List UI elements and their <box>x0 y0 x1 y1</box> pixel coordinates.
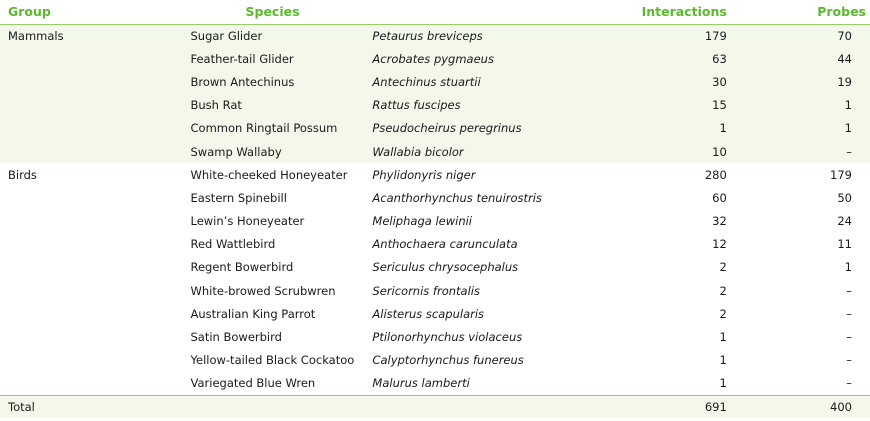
row-common-name: Sugar Glider <box>187 24 373 47</box>
row-probes: 1 <box>844 260 852 275</box>
table-row <box>0 210 870 233</box>
header-interactions: Interactions <box>641 4 727 20</box>
row-group <box>0 210 187 233</box>
row-group <box>0 186 187 209</box>
row-group <box>0 325 187 348</box>
row-common-name: Eastern Spinebill <box>190 190 287 205</box>
row-common-name: Yellow-tailed Black Cockatoo <box>190 353 355 368</box>
row-interactions: 280 <box>704 167 727 182</box>
row-common-name: Swamp Wallaby <box>187 140 373 163</box>
row-common-name: Regent Bowerbird <box>190 260 294 275</box>
row-common-name: Red Wattlebird <box>190 237 276 252</box>
row-scientific-name: Antechinus stuartii <box>372 70 558 93</box>
total-probes: 400 <box>771 395 870 418</box>
row-probes: 44 <box>771 47 870 70</box>
header-row <box>0 0 870 24</box>
total-empty-common <box>187 395 373 418</box>
row-interactions: 2 <box>719 283 727 298</box>
total-interactions: 691 <box>558 395 770 418</box>
table-row <box>0 349 870 372</box>
table-row <box>0 47 870 70</box>
table-row <box>0 233 870 256</box>
row-probes: – <box>846 330 852 345</box>
row-scientific-name: Rattus fuscipes <box>372 94 558 117</box>
row-scientific-name: Anthochaera carunculata <box>372 237 518 252</box>
row-common-name: Feather-tail Glider <box>187 47 373 70</box>
row-probes: – <box>846 306 852 321</box>
table-body <box>0 24 870 395</box>
row-common-name: White-browed Scrubwren <box>190 283 336 298</box>
total-empty-scientific <box>372 395 558 418</box>
row-common-name: Lewin’s Honeyeater <box>190 214 305 229</box>
row-interactions: 1 <box>719 353 727 368</box>
row-interactions: 12 <box>712 237 727 252</box>
row-probes: 11 <box>837 237 852 252</box>
row-group <box>0 140 187 163</box>
row-interactions: 1 <box>719 376 727 391</box>
row-scientific-name: Sericulus chrysocephalus <box>372 260 519 275</box>
row-scientific-name: Calyptorhynchus funereus <box>372 353 524 368</box>
table-row <box>0 372 870 395</box>
table-row <box>0 70 870 93</box>
table-row <box>0 163 870 186</box>
row-scientific-name: Pseudocheirus peregrinus <box>372 117 558 140</box>
row-interactions: 10 <box>558 140 770 163</box>
row-probes: – <box>846 283 852 298</box>
row-scientific-name: Acanthorhynchus tenuirostris <box>372 190 542 205</box>
row-interactions: 32 <box>712 214 727 229</box>
row-probes: – <box>771 140 870 163</box>
row-group <box>0 47 187 70</box>
row-scientific-name: Sericornis frontalis <box>372 283 480 298</box>
table-row <box>0 325 870 348</box>
row-scientific-name: Meliphaga lewinii <box>372 214 472 229</box>
row-group <box>0 256 187 279</box>
total-row <box>0 395 870 418</box>
row-group: Mammals <box>0 24 187 47</box>
row-probes: 1 <box>771 117 870 140</box>
row-interactions: 179 <box>558 24 770 47</box>
table-row <box>0 24 870 47</box>
table-row <box>0 94 870 117</box>
row-probes: – <box>846 353 852 368</box>
row-group <box>0 94 187 117</box>
row-interactions: 15 <box>558 94 770 117</box>
row-group <box>0 233 187 256</box>
table-row <box>0 186 870 209</box>
row-interactions: 2 <box>719 260 727 275</box>
table-row <box>0 256 870 279</box>
table-row <box>0 140 870 163</box>
row-group <box>0 70 187 93</box>
row-scientific-name: Ptilonorhynchus violaceus <box>372 330 523 345</box>
row-group: Birds <box>8 167 37 182</box>
row-interactions: 63 <box>558 47 770 70</box>
row-scientific-name: Petaurus breviceps <box>372 24 558 47</box>
row-probes: – <box>846 376 852 391</box>
row-interactions: 2 <box>719 306 727 321</box>
row-scientific-name: Wallabia bicolor <box>372 140 558 163</box>
row-common-name: Satin Bowerbird <box>190 330 282 345</box>
row-common-name: Variegated Blue Wren <box>190 376 316 391</box>
row-scientific-name: Malurus lamberti <box>372 376 470 391</box>
row-group <box>0 117 187 140</box>
row-group <box>0 349 187 372</box>
header-probes: Probes <box>817 4 866 20</box>
row-common-name: Australian King Parrot <box>190 306 316 321</box>
table-row <box>0 302 870 325</box>
row-common-name: Bush Rat <box>187 94 373 117</box>
row-common-name: Brown Antechinus <box>187 70 373 93</box>
table-row <box>0 117 870 140</box>
row-group <box>0 279 187 302</box>
header-species: Species <box>245 4 300 20</box>
row-group <box>0 372 187 395</box>
row-scientific-name: Phylidonyris niger <box>372 167 476 182</box>
row-probes: 179 <box>830 167 852 182</box>
total-label: Total <box>0 395 187 418</box>
row-scientific-name: Alisterus scapularis <box>372 306 485 321</box>
table-row <box>0 279 870 302</box>
row-probes: 50 <box>837 190 852 205</box>
row-interactions: 1 <box>719 330 727 345</box>
row-probes: 1 <box>771 94 870 117</box>
header-group: Group <box>8 4 51 20</box>
row-interactions: 1 <box>558 117 770 140</box>
row-probes: 24 <box>837 214 852 229</box>
row-group <box>0 302 187 325</box>
row-probes: 70 <box>771 24 870 47</box>
row-scientific-name: Acrobates pygmaeus <box>372 47 558 70</box>
row-interactions: 30 <box>558 70 770 93</box>
row-probes: 19 <box>771 70 870 93</box>
row-interactions: 60 <box>712 190 727 205</box>
row-common-name: Common Ringtail Possum <box>187 117 373 140</box>
row-common-name: White-cheeked Honeyeater <box>190 167 348 182</box>
